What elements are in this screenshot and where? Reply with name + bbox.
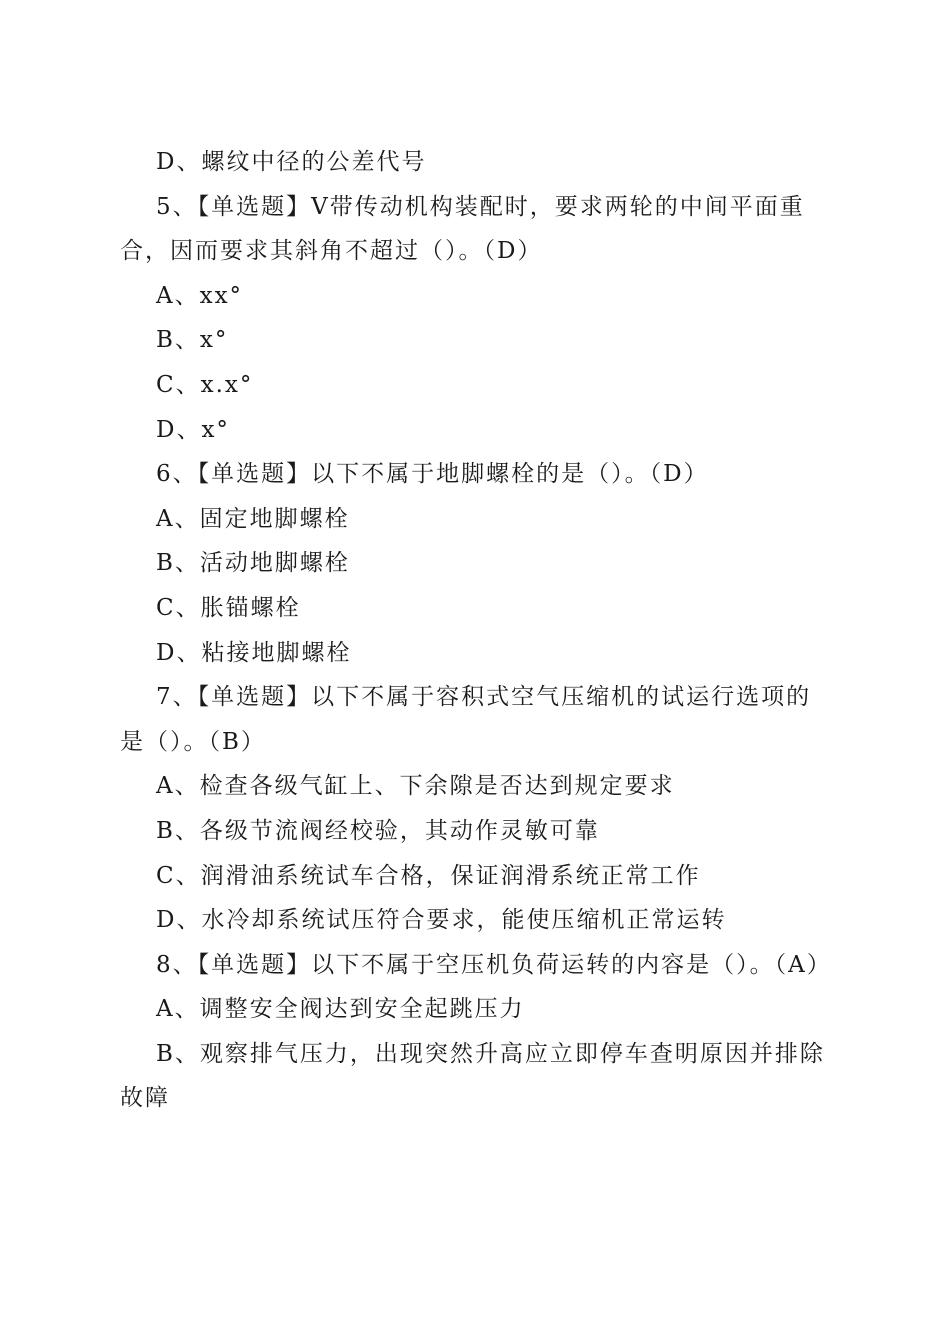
option-b-q8: B、观察排气压力，出现突然升高应立即停车查明原因并排除故障 xyxy=(120,1040,825,1112)
option-a-q7: A、检查各级气缸上、下余隙是否达到规定要求 xyxy=(156,773,675,800)
option-a-q8: A、调整安全阀达到安全起跳压力 xyxy=(156,996,525,1023)
option-c-q6: C、胀锚螺栓 xyxy=(156,594,301,621)
document-body xyxy=(120,140,830,1121)
option-d-q4: D、螺纹中径的公差代号 xyxy=(156,149,427,175)
option-d-q7: D、水冷却系统试压符合要求，能使压缩机正常运转 xyxy=(156,907,727,934)
option-b-q5: B、x° xyxy=(156,327,229,354)
option-c-q7: C、润滑油系统试车合格，保证润滑系统正常工作 xyxy=(156,862,701,889)
question-5: 5、【单选题】V带传动机构装配时，要求两轮的中间平面重合，因而要求其斜角不超过（）。（D） xyxy=(120,193,805,265)
option-a-q6: A、固定地脚螺栓 xyxy=(156,505,350,532)
option-b-q7: B、各级节流阀经校验，其动作灵敏可靠 xyxy=(156,817,600,844)
option-c-q5: C、x.x° xyxy=(156,371,254,398)
option-d-q6: D、粘接地脚螺栓 xyxy=(156,639,352,666)
option-a-q5: A、xx° xyxy=(156,282,244,309)
option-b-q6: B、活动地脚螺栓 xyxy=(156,550,350,577)
question-8: 8、【单选题】以下不属于空压机负荷运转的内容是（）。（A） xyxy=(156,951,832,978)
question-7: 7、【单选题】以下不属于容积式空气压缩机的试运行选项的是（）。（B） xyxy=(120,684,812,755)
option-d-q5: D、x° xyxy=(156,416,230,443)
question-6: 6、【单选题】以下不属于地脚螺栓的是（）。（D） xyxy=(156,461,709,488)
